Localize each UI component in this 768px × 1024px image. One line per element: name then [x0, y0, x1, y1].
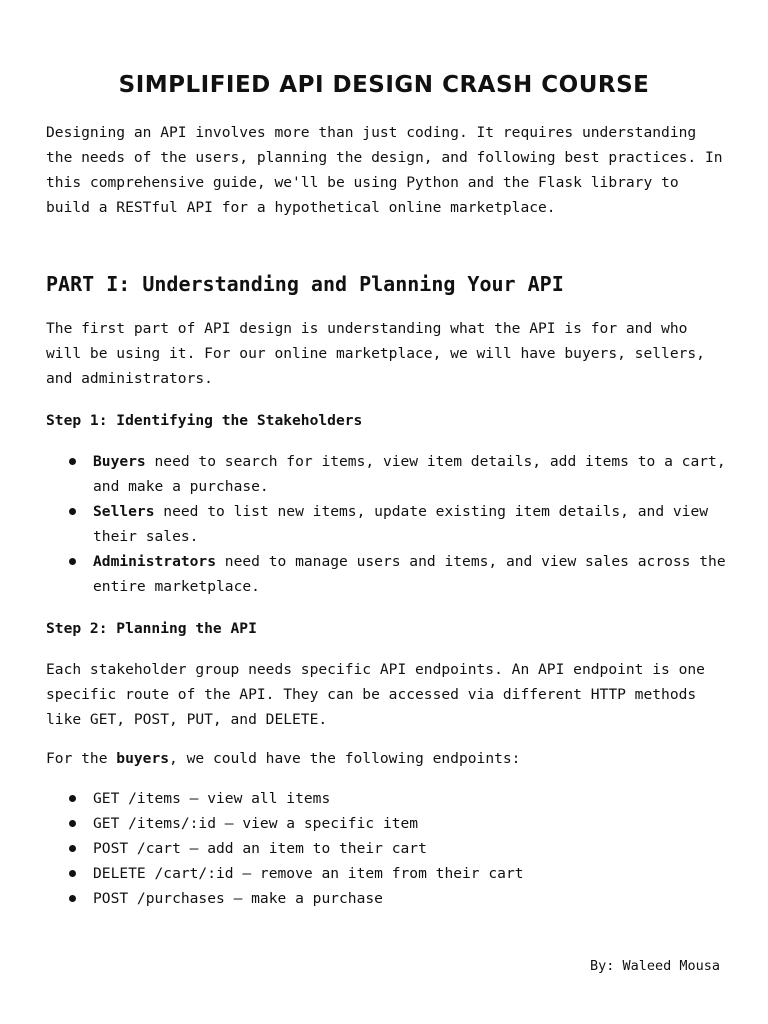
bullet-icon: [69, 870, 76, 877]
bullet-icon: [69, 895, 76, 902]
endpoint-text: POST /cart – add an item to their cart: [93, 840, 427, 857]
bullet-icon: [69, 558, 76, 565]
step2-paragraph: Each stakeholder group needs specific API endpoints. An API endpoint is one specific route of the API. They can be accessed via different HTTP methods like GET, POST, PUT, and DELETE.: [46, 661, 705, 728]
stakeholder-term: Buyers: [93, 453, 146, 470]
list-item: [46, 836, 730, 861]
part1-heading: PART I: Understanding and Planning Your API: [46, 272, 564, 296]
buyers-intro-before: For the: [46, 750, 117, 767]
stakeholder-text: need to list new items, update existing item details, and view their sales.: [93, 503, 709, 545]
buyers-intro: [46, 746, 730, 771]
document-title: SIMPLIFIED API DESIGN CRASH COURSE: [118, 72, 650, 98]
bullet-icon: [69, 845, 76, 852]
buyers-intro-bold: buyers: [116, 750, 170, 767]
endpoint-text: GET /items/:id – view a specific item: [93, 815, 419, 832]
bullet-icon: [69, 458, 76, 465]
buyers-intro-after: , we could have the following endpoints:: [169, 750, 521, 767]
list-item: [46, 786, 730, 811]
stakeholder-text: need to manage users and items, and view sales across the entire marketplace.: [93, 553, 726, 595]
stakeholder-term: Administrators: [93, 553, 217, 570]
bullet-icon: [69, 820, 76, 827]
step2-heading: Step 2: Planning the API: [46, 620, 257, 637]
list-item: [46, 549, 730, 599]
stakeholder-list: [46, 449, 730, 599]
endpoint-text: GET /items – view all items: [93, 790, 331, 807]
list-item: [46, 449, 730, 499]
endpoint-list: [46, 786, 730, 911]
author-credit: By: Waleed Mousa: [589, 958, 720, 974]
part1-paragraph: The first part of API design is understanding what the API is for and who will be using it. For our online marketplace, we will have buyers, sellers, and administrators.: [46, 320, 705, 387]
endpoint-text: POST /purchases – make a purchase: [93, 890, 383, 907]
bullet-icon: [69, 795, 76, 802]
endpoint-text: DELETE /cart/:id – remove an item from their cart: [93, 865, 524, 882]
list-item: [46, 861, 730, 886]
list-item: [46, 499, 730, 549]
intro-paragraph: Designing an API involves more than just coding. It requires understanding the needs of the users, planning the design, and following best practices. In this comprehensive guide, we'll be using Python and the Flask library to build a RESTful API for a hypothetical online marketplace.: [46, 124, 723, 216]
step1-heading: Step 1: Identifying the Stakeholders: [46, 412, 363, 429]
stakeholder-text: need to search for items, view item details, add items to a cart, and make a purchase.: [93, 453, 726, 495]
bullet-icon: [69, 508, 76, 515]
list-item: [46, 886, 730, 911]
stakeholder-term: Sellers: [93, 503, 155, 520]
list-item: [46, 811, 730, 836]
